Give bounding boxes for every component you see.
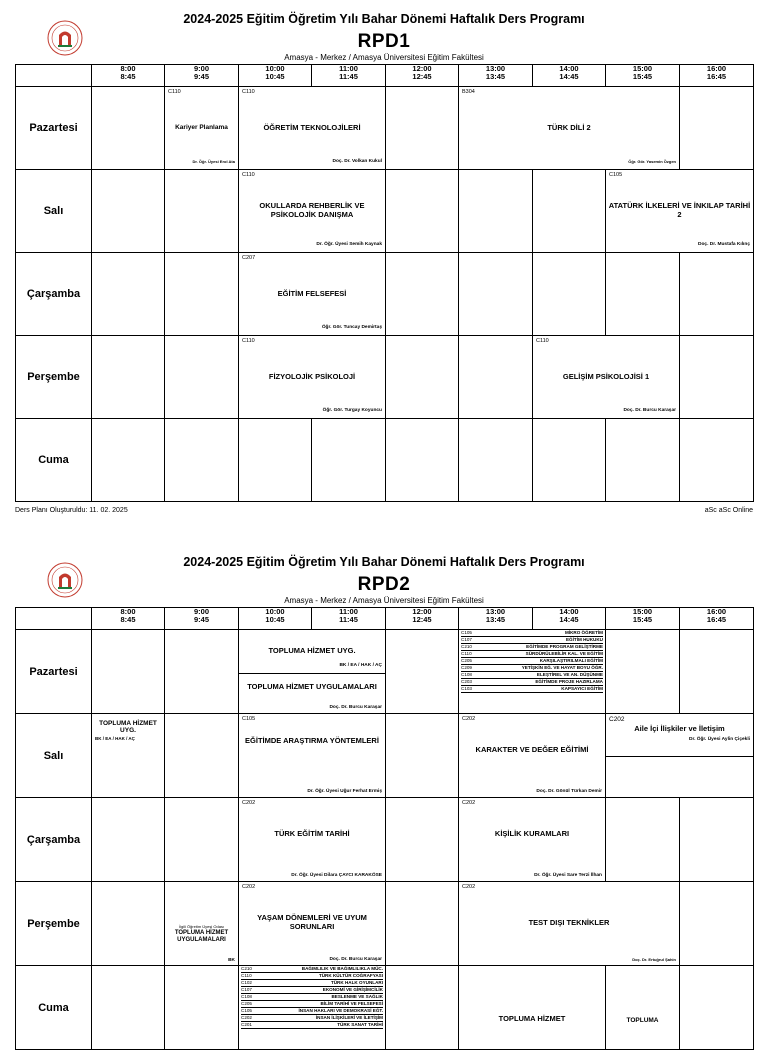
teacher-name: Öğr. Gör. Tuncay Demirtaş xyxy=(321,325,382,330)
subject-name: KARŞILAŞTIRILMALI EĞİTİM xyxy=(539,658,603,663)
elective-item xyxy=(241,1008,383,1015)
room-code: C110 xyxy=(461,651,472,656)
elective-item xyxy=(241,994,383,1001)
time-slot: 15:00 15:45 xyxy=(606,608,680,630)
faculty-subtitle: Amasya - Merkez / Amasya Üniversitesi Eğitim Fakültesi xyxy=(284,596,484,605)
corner-cell xyxy=(16,608,92,630)
subject-name: BESLENME VE SAĞLIK xyxy=(331,994,383,999)
time-slot: 13:00 13:45 xyxy=(459,65,533,87)
elective-item xyxy=(241,1022,383,1029)
subject-name: BAĞIMLILIK VE BAĞIMLILIKLA MÜC. xyxy=(301,966,383,971)
subject-name: TEST DIŞI TEKNİKLER xyxy=(528,918,610,927)
lesson-cell[interactable] xyxy=(239,87,386,170)
subject-name: EKONOMİ VE GİRİŞİMCİLİK xyxy=(322,987,383,992)
lesson-cell[interactable] xyxy=(459,882,680,966)
room-code: C201 xyxy=(241,1022,252,1027)
subject-name: ELEŞTİREL VE AN. DÜŞÜNME xyxy=(536,672,603,677)
subject-name: BİLİM TARİHİ VE FELSEFESİ xyxy=(320,1001,383,1006)
room-code: C202 xyxy=(462,884,476,890)
room-code: C207 xyxy=(242,255,256,261)
lesson-cell[interactable] xyxy=(239,630,386,714)
group-code: BK / EA / HAK / AÇ xyxy=(339,663,382,668)
time-slot: 15:00 15:45 xyxy=(606,65,680,87)
room-code: C107 xyxy=(461,637,472,642)
time-slot: 10:00 10:45 xyxy=(239,608,312,630)
subject-name: Kariyer Planlama xyxy=(175,124,228,131)
room-code: C210 xyxy=(241,966,252,971)
subject-name: FİZYOLOJİK PSİKOLOJİ xyxy=(268,372,356,381)
room-code: C202 xyxy=(242,884,256,890)
lesson-cell[interactable] xyxy=(165,882,239,966)
subject-name: EĞİTİM FELSEFESİ xyxy=(277,289,347,298)
room-code: C108 xyxy=(461,672,472,677)
day-row-friday xyxy=(16,419,754,502)
elective-item xyxy=(461,686,603,693)
subject-name: TÜRK DİLİ 2 xyxy=(547,123,591,132)
faculty-subtitle: Amasya - Merkez / Amasya Üniversitesi Eğitim Fakültesi xyxy=(284,53,484,62)
subject-name: TOPLUMA HİZMET UYGULAMALARI xyxy=(174,930,229,943)
schedule-table xyxy=(15,607,754,1050)
day-label: Cuma xyxy=(16,966,92,1050)
elective-stack xyxy=(241,966,383,1029)
group-code: BK / EA / HAK / AÇ xyxy=(95,736,135,741)
elective-item xyxy=(241,980,383,987)
lesson-cell[interactable] xyxy=(606,170,754,253)
lesson-cell[interactable] xyxy=(459,798,606,882)
room-code: C202 xyxy=(242,800,256,806)
elective-item xyxy=(461,679,603,686)
class-code: RPD2 xyxy=(357,574,411,595)
generator-credit: aSc aSc Online xyxy=(704,507,753,514)
lesson-cell[interactable] xyxy=(92,714,165,798)
room-code: C110 xyxy=(168,89,181,95)
teacher-name: Dr. Öğr. Üyesi Semih Kaynak xyxy=(316,242,382,247)
subject-name: İNSAN İLİŞKİLERİ VE İLETİŞİM xyxy=(315,1015,383,1020)
teacher-name: Doç. Dr. Gönül Türkan Demir xyxy=(536,789,602,794)
time-slot: 14:00 14:45 xyxy=(533,608,606,630)
class-code: RPD1 xyxy=(357,31,411,52)
room-code: C110 xyxy=(536,338,549,344)
subject-name: İNSAN HAKLARI VE DEMOKRASİ EĞT. xyxy=(298,1008,383,1013)
lesson-cell[interactable] xyxy=(606,966,680,1050)
subject-name: EĞİTİMDE ARAŞTIRMA YÖNTEMLERİ xyxy=(245,736,379,745)
corner-cell xyxy=(16,65,92,87)
room-code: C202 xyxy=(609,716,625,723)
elective-item xyxy=(461,630,603,637)
subject-name: YAŞAM DÖNEMLERİ VE UYUM SORUNLARI xyxy=(257,913,367,931)
time-header-row xyxy=(16,65,754,87)
time-slot: 13:00 13:45 xyxy=(459,608,533,630)
time-slot: 8:00 8:45 xyxy=(92,65,165,87)
elective-item xyxy=(241,966,383,973)
teacher-name: Doç. Dr. Ertuğrul Şahin xyxy=(632,957,676,962)
teacher-name: Doç. Dr. Burcu Karaşar xyxy=(623,408,676,413)
lesson-cell[interactable] xyxy=(239,882,386,966)
day-row-monday xyxy=(16,87,754,170)
teacher-name: Öğr. Gör. Yasemin Özgen xyxy=(628,159,676,164)
elective-stack xyxy=(461,630,603,693)
room-code: C110 xyxy=(241,973,252,978)
time-slot: 9:00 9:45 xyxy=(165,608,239,630)
subject-name: KAPSAYICI EĞİTİM xyxy=(561,686,603,691)
lesson-cell[interactable] xyxy=(533,336,680,419)
room-code: C205 xyxy=(241,1001,252,1006)
elective-item xyxy=(461,672,603,679)
teacher-name: Doç. Dr. Mustafa Kılınç xyxy=(698,242,750,247)
lesson-cell[interactable] xyxy=(165,87,239,170)
room-code: C110 xyxy=(242,172,255,178)
time-slot: 11:00 11:45 xyxy=(312,608,386,630)
day-row-friday xyxy=(16,966,754,1050)
lesson-cell[interactable] xyxy=(606,714,754,798)
subject-name: TÜRK HALK OYUNLARI xyxy=(330,980,383,985)
lesson-cell[interactable] xyxy=(239,336,386,419)
subject-name: ÖĞRETİM TEKNOLOJİLERİ xyxy=(263,123,361,132)
room-code: C210 xyxy=(461,644,472,649)
subject-name: TOPLUMA xyxy=(626,1017,659,1024)
elective-list[interactable] xyxy=(459,630,606,714)
subject-name: KİŞİLİK KURAMLARI xyxy=(494,829,570,838)
subject-name: GELİŞİM PSİKOLOJİSİ 1 xyxy=(562,372,650,381)
teacher-name: Dr. Öğr. Üyesi Dilara ÇAYCI KARAKÖSE xyxy=(291,873,382,878)
room-code: C110 xyxy=(242,338,255,344)
room-code: C107 xyxy=(241,987,252,992)
schedule-title: 2024-2025 Eğitim Öğretim Yılı Bahar Dönemi Haftalık Ders Programı xyxy=(183,12,585,26)
day-row-wednesday xyxy=(16,253,754,336)
subject-name: TÜRK EĞİTİM TARİHİ xyxy=(274,829,350,838)
teacher-name: Dr. Öğr. Üyesi Uğur Ferhat Ermiş xyxy=(307,789,382,794)
day-label: Çarşamba xyxy=(16,253,92,336)
subject-name: TÜRK KÜLTÜR COĞRAFYASI xyxy=(318,973,383,978)
lesson-cell[interactable] xyxy=(239,253,386,336)
schedule-table xyxy=(15,64,754,502)
day-label: Salı xyxy=(16,714,92,798)
elective-item xyxy=(461,637,603,644)
subject-name: KARAKTER VE DEĞER EĞİTİMİ xyxy=(475,745,589,754)
subject-name: YETİŞKİN EĞ. VE HAYAT BOYU ÖĞR. xyxy=(521,665,603,670)
room-code: C108 xyxy=(241,994,252,999)
room-code: C102 xyxy=(241,980,252,985)
time-slot: 12:00 12:45 xyxy=(386,608,459,630)
subject-name: SÜRDÜRÜLEBİLİR KAL. VE EĞİTİM xyxy=(525,651,603,656)
lesson-cell[interactable] xyxy=(239,714,386,798)
day-label: Perşembe xyxy=(16,336,92,419)
room-code: C202 xyxy=(241,1015,252,1020)
elective-item xyxy=(241,987,383,994)
elective-list[interactable] xyxy=(239,966,386,1050)
time-slot: 14:00 14:45 xyxy=(533,65,606,87)
teacher-name: Öğr. Gör. Turgay Koyuncu xyxy=(322,408,382,413)
room-note: İlgili Öğretim Üyesi Odası xyxy=(178,924,225,929)
group-code: BK xyxy=(228,958,235,963)
subject-name: ATATÜRK İLKELERİ VE İNKILAP TARİHİ 2 xyxy=(608,201,751,219)
room-code: C203 xyxy=(461,679,472,684)
subject-name: TOPLUMA HİZMET UYG. xyxy=(99,720,157,734)
time-slot: 12:00 12:45 xyxy=(386,65,459,87)
lesson-cell[interactable] xyxy=(239,798,386,882)
elective-item xyxy=(461,658,603,665)
room-code: B304 xyxy=(462,89,475,95)
time-header-row xyxy=(16,608,754,630)
room-code: C205 xyxy=(461,658,472,663)
teacher-name: Dr. Öğr. Üyesi Erol Ata xyxy=(192,159,235,164)
time-slot: 10:00 10:45 xyxy=(239,65,312,87)
lesson-cell[interactable] xyxy=(459,87,680,170)
lesson-cell[interactable] xyxy=(459,714,606,798)
elective-item xyxy=(241,1015,383,1022)
day-row-thursday xyxy=(16,336,754,419)
room-code: C105 xyxy=(609,172,623,178)
room-code: C110 xyxy=(242,89,255,95)
time-slot: 9:00 9:45 xyxy=(165,65,239,87)
teacher-name: Doç. Dr. Burcu Karaşar xyxy=(329,705,382,710)
elective-item xyxy=(461,651,603,658)
day-row-tuesday xyxy=(16,714,754,798)
day-label: Cuma xyxy=(16,419,92,502)
day-row-thursday xyxy=(16,882,754,966)
time-slot: 8:00 8:45 xyxy=(92,608,165,630)
day-row-monday xyxy=(16,630,754,714)
room-code: C105 xyxy=(242,716,256,722)
lesson-cell[interactable] xyxy=(239,170,386,253)
room-code: C209 xyxy=(461,665,472,670)
subject-name: TOPLUMA HİZMET UYGULAMALARI xyxy=(247,682,377,691)
day-label: Salı xyxy=(16,170,92,253)
elective-item xyxy=(461,644,603,651)
day-row-tuesday xyxy=(16,170,754,253)
room-code: C103 xyxy=(461,686,472,691)
day-label: Pazartesi xyxy=(16,630,92,714)
day-label: Perşembe xyxy=(16,882,92,966)
subject-name: EĞİTİM HUKUKU xyxy=(565,637,603,642)
subject-name: EĞİTİMDE PROJE HAZIRLAMA xyxy=(535,679,603,684)
subject-name: EĞİTİMDE PROGRAM GELİŞTİRME xyxy=(526,644,603,649)
time-slot: 16:00 16:45 xyxy=(680,608,754,630)
elective-item xyxy=(241,1001,383,1008)
room-code: C105 xyxy=(241,1008,252,1013)
day-row-wednesday xyxy=(16,798,754,882)
subject-name: TOPLUMA HİZMET xyxy=(498,1014,566,1023)
time-slot: 11:00 11:45 xyxy=(312,65,386,87)
created-date: Ders Planı Oluşturuldu: 11. 02. 2025 xyxy=(15,507,128,514)
teacher-name: Doç. Dr. Burcu Karaşar xyxy=(329,957,382,962)
subject-name: Aile İçi İlişkiler ve İletişim xyxy=(634,724,725,733)
elective-item xyxy=(461,665,603,672)
elective-item xyxy=(241,973,383,980)
day-label: Çarşamba xyxy=(16,798,92,882)
teacher-name: Dr. Öğr. Üyesi Sare Terzi İlhan xyxy=(534,873,602,878)
room-code: C202 xyxy=(462,800,476,806)
subject-name: OKULLARDA REHBERLİK VE PSİKOLOJİK DANIŞMA xyxy=(259,201,365,219)
teacher-name: Doç. Dr. Volkan Kukul xyxy=(332,159,382,164)
lesson-cell[interactable] xyxy=(459,966,606,1050)
subject-name: MİKRO ÖĞRETİM xyxy=(564,630,603,635)
subject-name: TÜRK SANAT TARİHİ xyxy=(337,1022,383,1027)
subject-name: TOPLUMA HİZMET UYG. xyxy=(268,646,356,655)
teacher-name: Dr. Öğr. Üyesi Aylin Çiçekli xyxy=(689,737,750,742)
day-label: Pazartesi xyxy=(16,87,92,170)
time-slot: 16:00 16:45 xyxy=(680,65,754,87)
room-code: C105 xyxy=(461,630,472,635)
room-code: C202 xyxy=(462,716,476,722)
schedule-title: 2024-2025 Eğitim Öğretim Yılı Bahar Dönemi Haftalık Ders Programı xyxy=(183,555,585,569)
